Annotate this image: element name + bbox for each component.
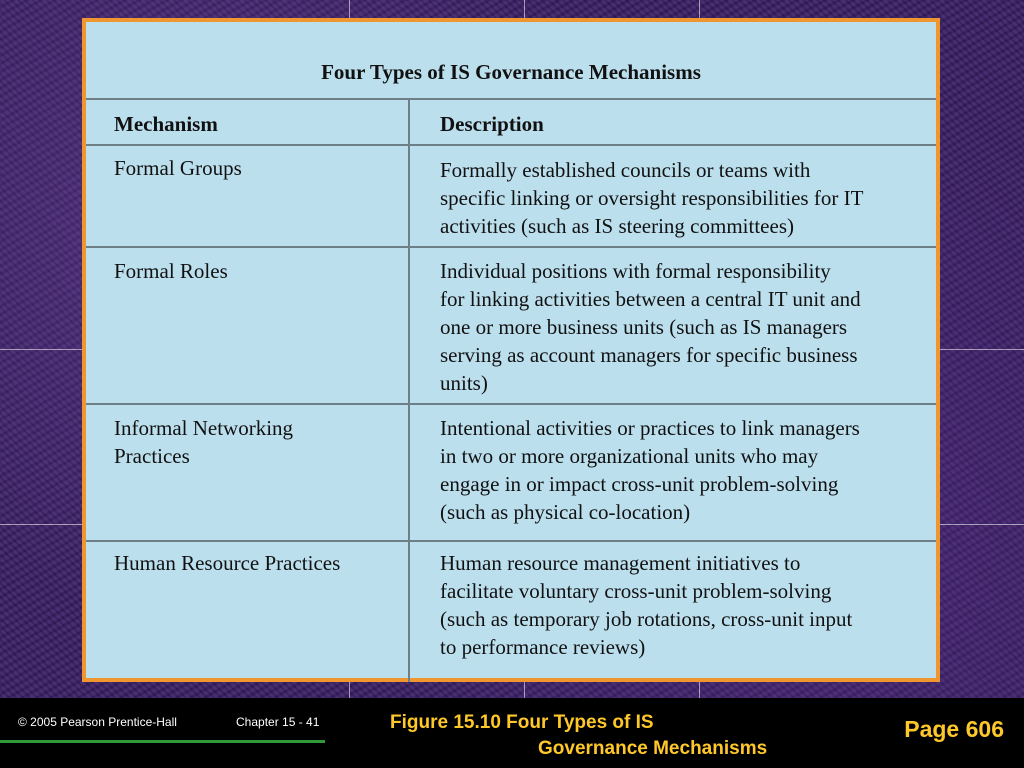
mechanism-cell (114, 154, 384, 182)
description-line: units) (440, 371, 488, 395)
header-mechanism: Mechanism (114, 112, 218, 136)
description-line: facilitate voluntary cross-unit problem-solving (440, 579, 832, 603)
figure-caption (390, 710, 767, 762)
header-description: Description (440, 112, 544, 136)
table-divider (86, 246, 936, 248)
description-line: in two or more organizational units who may (440, 444, 819, 468)
chapter-label: Chapter 15 - 41 (236, 715, 320, 729)
description-line: to performance reviews) (440, 635, 646, 659)
description-line: for linking activities between a central IT unit and (440, 287, 861, 311)
description-cell (440, 257, 910, 397)
table-divider (86, 144, 936, 146)
description-line: engage in or impact cross-unit problem-solving (440, 472, 839, 496)
mechanism-text: Practices (114, 444, 190, 468)
mechanism-cell (114, 549, 384, 577)
description-cell (440, 414, 910, 526)
mechanism-cell (114, 257, 384, 285)
description-line: Intentional activities or practices to link managers (440, 416, 860, 440)
description-line: specific linking or oversight responsibilities for IT (440, 186, 864, 210)
page-reference: Page 606 (904, 716, 1004, 742)
description-cell (440, 549, 910, 661)
mechanism-text: Human Resource Practices (114, 551, 341, 575)
mechanism-text: Informal Networking (114, 416, 294, 440)
mechanism-text: Formal Roles (114, 259, 228, 283)
slide-footer (0, 698, 1024, 768)
description-line: Human resource management initiatives to (440, 551, 801, 575)
copyright-text: © 2005 Pearson Prentice-Hall (18, 715, 177, 729)
table-divider (86, 403, 936, 405)
column-divider (408, 100, 410, 682)
figure-caption-line: Governance Mechanisms (538, 738, 768, 759)
description-line: Formally established councils or teams with (440, 158, 811, 182)
figure-caption-line: Figure 15.10 Four Types of IS (390, 712, 654, 733)
table-title: Four Types of IS Governance Mechanisms (321, 60, 701, 84)
table-divider (86, 540, 936, 542)
description-cell (440, 156, 910, 240)
governance-table (82, 18, 940, 682)
description-line: serving as account managers for specific business (440, 343, 858, 367)
mechanism-cell (114, 414, 384, 470)
description-line: (such as temporary job rotations, cross-unit input (440, 607, 853, 631)
accent-bar (0, 740, 325, 743)
description-line: Individual positions with formal responsibility (440, 259, 831, 283)
description-line: (such as physical co-location) (440, 500, 691, 524)
mechanism-text: Formal Groups (114, 156, 242, 180)
description-line: one or more business units (such as IS managers (440, 315, 848, 339)
table-divider (86, 98, 936, 100)
description-line: activities (such as IS steering committees) (440, 214, 794, 238)
